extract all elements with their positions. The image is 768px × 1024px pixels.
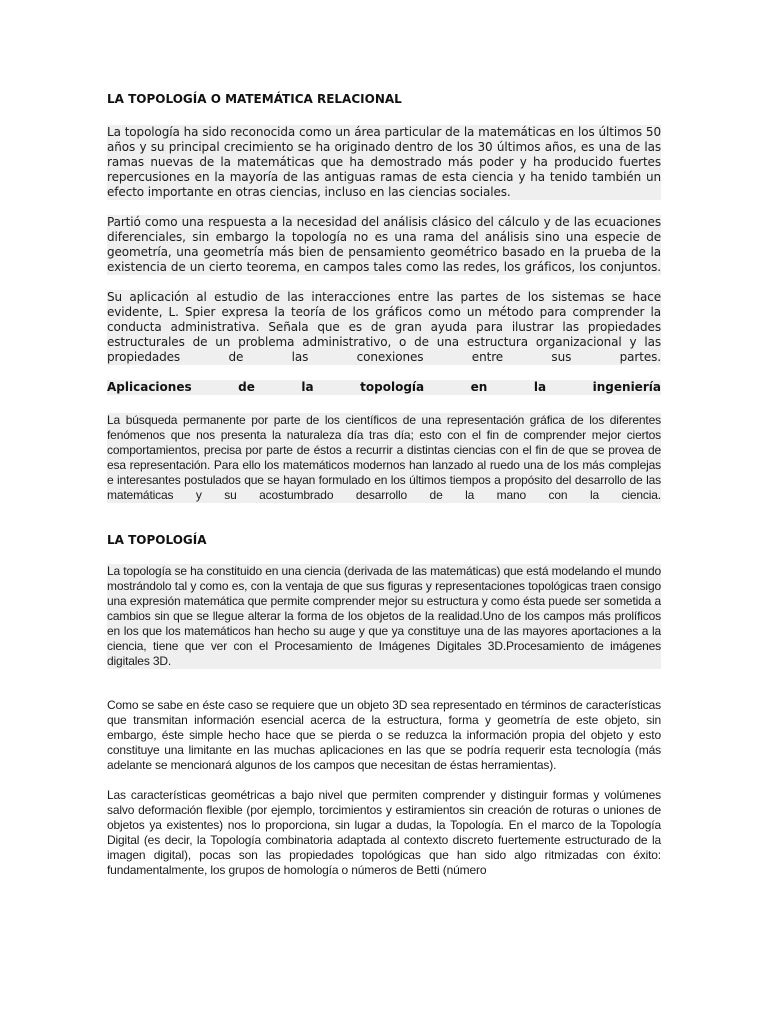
paragraph-3d-object: Como se sabe en éste caso se requiere que un objeto 3D sea representado en términos de características que transmitan información esencial acerca de la estructura, forma y geometría de este objeto, sin embargo, éste simple hecho hace que se pierda o se reduzca la información propia del objeto y esto constituye una limitante en las muchas aplicaciones en las que se podría requerir esta tecnología (más adelante se mencionará algunos de los campos que necesitan de éstas herramientas).	[107, 698, 661, 772]
paragraph-origin: Partió como una respuesta a la necesidad del análisis clásico del cálculo y de las ecuaciones diferenciales, sin embargo la topología no es una rama del análisis sino una especie de geometría, una geometría más bien de pensamiento geométrico basado en la prueba de la existencia de un cierto teorema, en campos tales como las redes, los gráficos, los conjuntos.	[107, 215, 661, 274]
paragraph-geometric-features: Las características geométricas a bajo nivel que permiten comprender y distinguir formas y volúmenes salvo deformación flexible (por ejemplo, torcimientos y estiramientos sin creación de roturas o uniones de objetos ya existentes) nos lo proporciona, sin lugar a dudas, la Topología. En el marco de la Topología Digital (es decir, la Topología combinatoria adaptada al contexto discreto fuertemente estructurado de la imagen digital), pocas son las propiedades topológicas que han sido algo ritmizadas con éxito: fundamentalmente, los grupos de homología o números de Betti (número	[107, 788, 661, 877]
subheading-word: ingeniería	[592, 380, 661, 394]
paragraph-topology-science: La topología se ha constituido en una ciencia (derivada de las matemáticas) que está modelando el mundo mostrándolo tal y como es, con la ventaja de que sus figuras y representaciones topológicas traen consigo una expresión matemática que permite comprender mejor su estructura y como ésta puede ser sometida a cambios sin que se llegue alterar la forma de los objetos de la realidad.Uno de los campos más prolíficos en los que los matemáticos han hecho su auge y que ya constituye una de las mayores aportaciones a la ciencia, tiene que ver con el Procesamiento de Imágenes Digitales 3D.Procesamiento de imágenes digitales 3D.	[107, 564, 661, 668]
subheading-word: topología	[360, 380, 425, 394]
subheading-word: la	[533, 380, 547, 394]
paragraph-search: La búsqueda permanente por parte de los científicos de una representación gráfica de los diferentes fenómenos que nos presenta la naturaleza día tras día; esto con el fin de comprender mejor ciertos comportamientos, precisa por parte de éstos a recurrir a distintas ciencias con el fin de que se provea de esa representación. Para ello los matemáticos modernos han lanzado al ruedo una de los más complejas e interesantes postulados que se hayan formulado en los últimos tiempos a propósito del desarrollo de las matemáticas y su acostumbrado desarrollo de la mano con la ciencia.	[107, 413, 661, 502]
subheading-word: de	[238, 380, 255, 394]
document-body	[107, 88, 661, 878]
paragraph-intro: La topología ha sido reconocida como un área particular de la matemáticas en los últimos 50 años y su principal crecimiento se ha originado dentro de los 30 últimos años, es una de las ramas nuevas de la matemáticas que ha demostrado más poder y ha producido fuertes repercusiones en la mayoría de las antiguas ramas de esta ciencia y ha tenido también un efecto importante en otras ciencias, incluso en las ciencias sociales.	[107, 125, 661, 199]
subheading-word: Aplicaciones	[107, 380, 192, 394]
subheading-aplicaciones	[107, 380, 661, 395]
title-heading: LA TOPOLOGÍA O MATEMÁTICA RELACIONAL	[107, 92, 402, 106]
subheading-word: en	[470, 380, 488, 394]
subheading-word: la	[301, 380, 314, 394]
section-heading-topologia: LA TOPOLOGÍA	[107, 533, 207, 547]
paragraph-application: Su aplicación al estudio de las interacciones entre las partes de los sistemas se hace evidente, L. Spier expresa la teoría de los gráficos como un método para comprender la conducta administrativa. Señala que es de gran ayuda para ilustrar las propiedades estructurales de un problema administrativo, o de una estructura organizacional y las propiedades de las conexiones entre sus partes.	[107, 290, 661, 364]
